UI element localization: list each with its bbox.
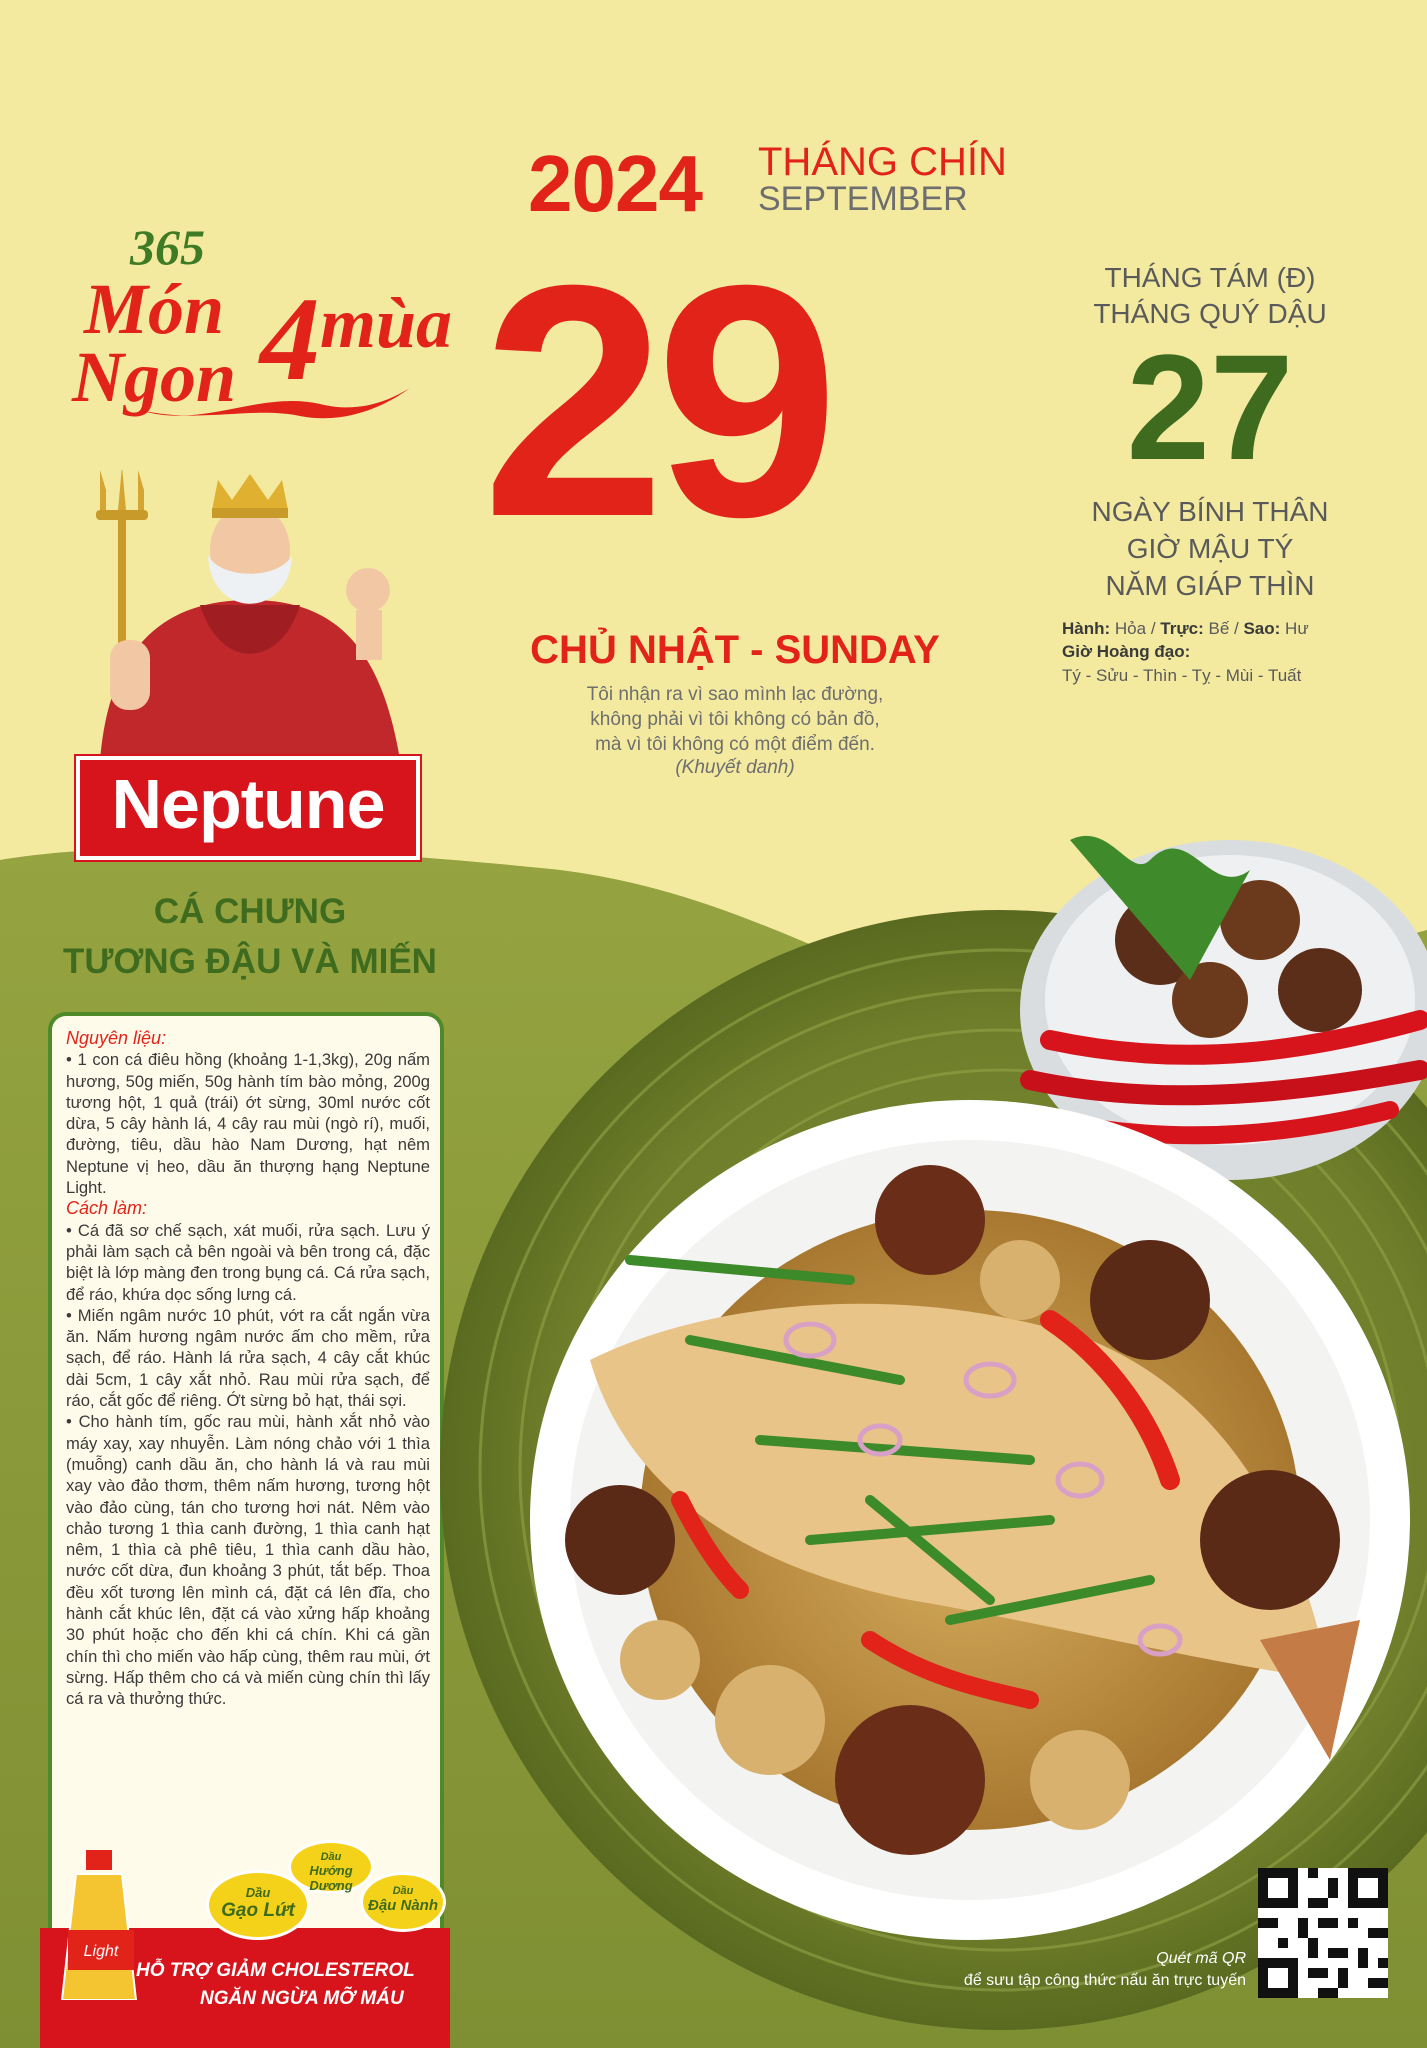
- neptune-logo-text: Neptune: [111, 765, 385, 843]
- recipe-text: [66, 1028, 430, 1710]
- lunar-day-line: NGÀY BÍNH THÂN: [1091, 496, 1329, 527]
- lunar-element-info: Hành: Hỏa / Trực: Bế / Sao: Hư: [1062, 619, 1309, 638]
- fish-dish-photo: [430, 780, 1427, 2048]
- logo-number: 365: [130, 219, 205, 275]
- logo-word: mùa: [320, 283, 453, 363]
- method-step: • Cá đã sơ chế sạch, xát muối, rửa sạch. Lưu ý phải làm sạch cả bên ngoài và bên trong cá, đặc biệt là lớp màng đen trong bụng cá. Cá rửa sạch, để ráo, khứa dọc sống lưng cá.: [66, 1220, 430, 1304]
- recipe-title-line: TƯƠNG ĐẬU VÀ MIẾN: [63, 942, 437, 981]
- logo-digit: 4: [260, 272, 320, 405]
- quote-author: (Khuyết danh): [675, 757, 795, 778]
- qr-code[interactable]: [1258, 1868, 1388, 1998]
- oil-badge: Dầu Gạo Lứt: [206, 1870, 310, 1940]
- month-english: SEPTEMBER: [758, 180, 968, 218]
- month-vietnamese: THÁNG CHÍN: [758, 140, 1007, 184]
- qr-caption: để sưu tập công thức nấu ăn trực tuyến: [963, 1972, 1246, 1989]
- method-step: • Miến ngâm nước 10 phút, vớt ra cắt ngắn vừa ăn. Nấm hương ngâm nước ấm cho mềm, rửa sạch, để ráo. Hành lá rửa sạch, 4 cây cắt khúc dài 5cm, 1 cây xắt nhỏ. Rau mùi rửa sạch, để ráo, cắt gốc để riêng. Ớt sừng bỏ hạt, thái sợi.: [66, 1305, 430, 1411]
- logo-word: Ngon: [72, 337, 237, 417]
- lunar-day-number: 27: [1126, 323, 1294, 491]
- lunar-year-line: NĂM GIÁP THÌN: [1105, 570, 1315, 601]
- oil-badge: Dầu Đậu Nành: [360, 1872, 446, 1932]
- ad-slogan: HỖ TRỢ GIẢM CHOLESTEROL: [136, 1960, 415, 1981]
- ingredients-heading: Nguyên liệu:: [66, 1028, 167, 1048]
- quote-line: mà vì tôi không có một điểm đến.: [595, 734, 875, 755]
- method-step: • Cho hành tím, gốc rau mùi, hành xắt nhỏ vào máy xay, xay nhuyễn. Làm nóng chảo với 1 thìa (muỗng) canh dầu ăn, cho hành lá và rau mùi xay vào đảo thơm, thêm nấm hương, tương hột vào đảo cùng, tán cho tương hơi nát. Nêm vào chảo tương 1 thìa canh đường, 1 thìa canh hạt nêm, 1 thìa cà phê tiêu, 1 thìa canh dầu hào, nước cốt dừa, đun khoảng 3 phút, tắt bếp. Thoa đều xốt tương lên mình cá, đặt cá lên đĩa, cho hành cắt khúc lên, đặt cá vào xửng hấp khoảng 30 phút hoặc cho đến khi cá chín. Khi cá gần chín thì cho miến vào hấp cùng, thêm rau mùi, ớt sừng. Hấp thêm cho cá và miến cùng chín thì lấy cá ra và thưởng thức.: [66, 1412, 430, 1709]
- quote-line: không phải vì tôi không có bản đồ,: [590, 709, 880, 730]
- auspicious-hours: Tý - Sửu - Thìn - Tỵ - Mùi - Tuất: [1062, 666, 1302, 685]
- lunar-hour-line: GIỜ MẬU TÝ: [1126, 533, 1294, 564]
- recipe-title-line: CÁ CHƯNG: [153, 892, 347, 931]
- lunar-month-line: THÁNG TÁM (Đ): [1104, 262, 1316, 293]
- logo-word: Món: [84, 269, 225, 349]
- ad-slogan: NGĂN NGỪA MỠ MÁU: [200, 1988, 404, 2009]
- method-heading: Cách làm:: [66, 1198, 148, 1219]
- qr-caption: Quét mã QR: [1156, 1950, 1246, 1967]
- weekday: CHỦ NHẬT - SUNDAY: [530, 628, 940, 672]
- lunar-month-line: THÁNG QUÝ DẬU: [1093, 298, 1327, 329]
- day-number: 29: [482, 216, 830, 585]
- year: 2024: [528, 139, 702, 228]
- quote-line: Tôi nhận ra vì sao mình lạc đường,: [586, 684, 884, 705]
- svg-text:Light: Light: [83, 1943, 119, 1960]
- auspicious-hours-label: Giờ Hoàng đạo:: [1062, 642, 1191, 661]
- neptune-king-illustration: [80, 470, 420, 760]
- ingredients-text: • 1 con cá điêu hồng (khoảng 1-1,3kg), 20g nấm hương, 50g miến, 50g hành tím bào mỏng, 200g tương hột, 1 quả (trái) ớt sừng, 30ml nước cốt dừa, 5 cây hành lá, 4 cây rau mùi (ngò rí), muối, đường, tiêu, dầu hào Nam Dương, hạt nêm Neptune vị heo, dầu ăn thượng hạng Neptune Light.: [66, 1050, 430, 1198]
- oil-bottle-icon: [56, 1850, 146, 2000]
- oil-badge: Dầu Hướng Dương: [288, 1840, 374, 1894]
- qr-code-icon: [1258, 1868, 1388, 1998]
- logo-swoosh-icon: [140, 380, 410, 430]
